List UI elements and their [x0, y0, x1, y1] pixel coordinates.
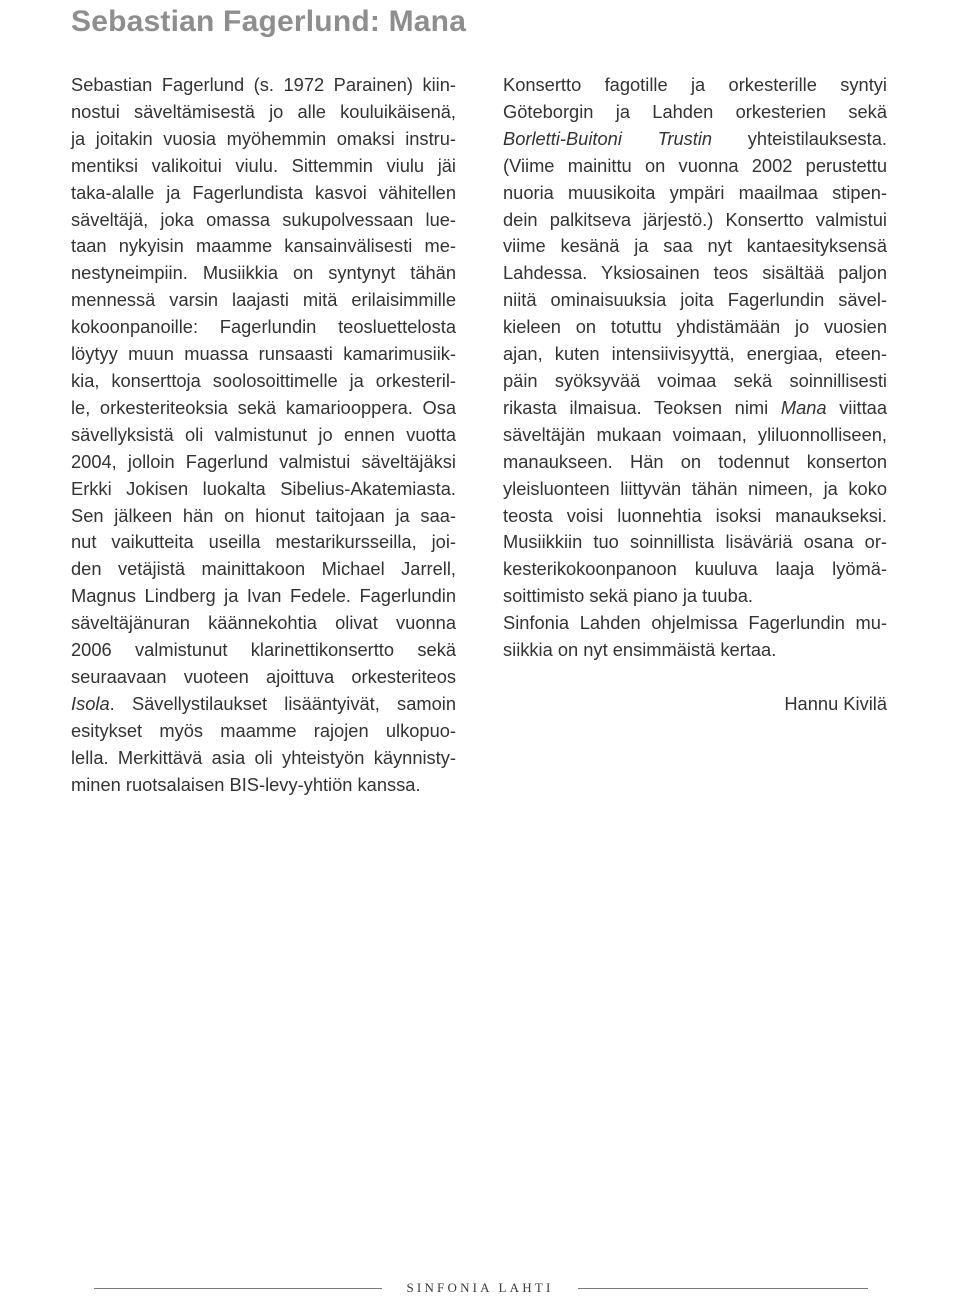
text-line: esitykset myös maamme rajojen ulkopuo-: [71, 719, 456, 741]
right-line-3: [503, 126, 887, 153]
text-line: Lahdessa. Yksiosainen teos sisältää paljon: [503, 262, 887, 284]
right-column-lines-c: [503, 610, 887, 664]
author-signature: Hannu Kivilä: [784, 692, 887, 714]
right-line-3-rest: yhteistilauksesta.: [712, 127, 887, 149]
text-line: nut vaikutteita useilla mestarikursseilla, joi-: [71, 531, 456, 553]
isola-line: [71, 691, 456, 718]
mana-line: [503, 395, 887, 422]
text-line: siikkia on nyt ensimmäistä kertaa.: [503, 639, 777, 661]
text-line: löytyy muun muassa runsaasti kamarimusiik-: [71, 343, 456, 365]
text-line: Sinfonia Lahden ohjelmissa Fagerlundin mu-: [503, 612, 887, 634]
mana-line-pre: rikasta ilmaisua. Teoksen nimi: [503, 396, 781, 418]
trust-name: Borletti-Buitoni Trustin: [503, 127, 713, 149]
text-line: Sebastian Fagerlund (s. 1972 Parainen) kiin-: [71, 74, 456, 95]
text-line: kesterikokoonpanoon kuuluva laaja lyömä-: [503, 558, 887, 580]
work-title-mana: Mana: [780, 396, 827, 418]
text-line: ja joitakin vuosia myöhemmin omaksi instru-: [71, 127, 456, 149]
text-line: minen ruotsalaisen BIS-levy-yhtiön kanssa.: [71, 773, 421, 795]
text-line: den vetäjistä mainittakoon Michael Jarrell,: [71, 558, 456, 580]
footer-label: SINFONIA LAHTI: [406, 1280, 554, 1295]
text-line: manaukseen. Hän on todennut konserton: [503, 450, 887, 472]
right-line-2: Göteborgin ja Lahden orkesterien sekä: [503, 100, 887, 122]
left-column: [71, 72, 456, 798]
text-line: Musiikkiin tuo soinnillista lisäväriä osana or-: [503, 531, 887, 553]
right-column-lines-b: [503, 422, 887, 610]
text-line: kokoonpanoille: Fagerlundin teosluettelosta: [71, 316, 456, 338]
left-column-lines: [71, 72, 456, 691]
footer-rule-left: [94, 1288, 382, 1289]
text-line: säveltäjän mukaan voimaan, yliluonnolliseen,: [503, 423, 887, 445]
text-line: päin syöksyvää voimaa sekä soinnillisesti: [503, 369, 887, 391]
text-line: dein palkitseva järjestö.) Konsertto valmistui: [503, 208, 887, 230]
footer: [0, 1278, 960, 1300]
text-line: Erkki Jokisen luokalta Sibelius-Akatemiasta.: [71, 477, 456, 499]
text-line: säveltäjänuran käännekohtia olivat vuonna: [71, 612, 456, 634]
text-line: soittimisto sekä piano ja tuuba.: [503, 585, 753, 607]
text-line: (Viime mainittu on vuonna 2002 perustettu: [503, 154, 887, 176]
text-line: Magnus Lindberg ja Ivan Fedele. Fagerlundin: [71, 585, 456, 607]
text-line: 2006 valmistunut klarinettikonsertto sekä: [71, 639, 456, 661]
text-line: taan nykyisin maamme kansainvälisesti me-: [71, 235, 456, 257]
text-line: mennessä varsin laajasti mitä erilaisimmille: [71, 289, 456, 311]
text-line: nestyneimpiin. Musiikkia on syntynyt tähän: [71, 262, 456, 284]
right-column: [503, 72, 887, 718]
text-line: sävellyksistä oli valmistunut jo ennen vuotta: [71, 423, 456, 445]
text-line: säveltäjä, joka omassa sukupolvessaan lue-: [71, 208, 456, 230]
page-title: Sebastian Fagerlund: Mana: [71, 5, 467, 38]
isola-line-rest: . Sävellystilaukset lisääntyivät, samoin: [109, 692, 456, 714]
text-line: Sen jälkeen hän on hionut taitojaan ja saa-: [71, 504, 456, 526]
text-line: niitä ominaisuuksia joita Fagerlundin sävel-: [503, 289, 887, 311]
text-line: 2004, jolloin Fagerlund valmistui säveltäjäksi: [71, 450, 456, 472]
text-line: viime kesänä ja saa nyt kantaesityksensä: [503, 235, 887, 257]
right-line-1: Konsertto fagotille ja orkesterille syntyi: [503, 74, 887, 95]
text-line: ajan, kuten intensiivisyyttä, energiaa, eteen-: [503, 343, 887, 365]
text-line: kia, konserttoja soolosoittimelle ja orkesteril-: [71, 369, 456, 391]
text-line: mentiksi valikoitui viulu. Sittemmin viulu jäi: [71, 154, 456, 176]
text-line: nuoria muusikoita ympäri maailmaa stipen-: [503, 181, 887, 203]
footer-rule-right: [578, 1288, 868, 1289]
text-line: yleisluonteen liittyvän tähän nimeen, ja koko: [503, 477, 887, 499]
text-line: taka-alalle ja Fagerlundista kasvoi vähitellen: [71, 181, 456, 203]
mana-line-post: viittaa: [826, 396, 887, 418]
text-line: seuraavaan vuoteen ajoittuva orkesteriteos: [71, 665, 456, 687]
work-title-isola: Isola: [71, 692, 110, 714]
text-line: teosta voisi luonnehtia isoksi manaukseksi.: [503, 504, 887, 526]
right-column-lines-a: [503, 153, 887, 395]
text-line: kieleen on totuttu yhdistämään jo vuosien: [503, 316, 887, 338]
left-column-lines-after: [71, 718, 456, 799]
text-line: lella. Merkittävä asia oli yhteistyön käynnisty-: [71, 746, 456, 768]
spacer: [503, 664, 887, 691]
text-line: le, orkesteriteoksia sekä kamariooppera. Osa: [71, 396, 456, 418]
text-line: nostui säveltämisestä jo alle kouluikäisenä,: [71, 100, 456, 122]
